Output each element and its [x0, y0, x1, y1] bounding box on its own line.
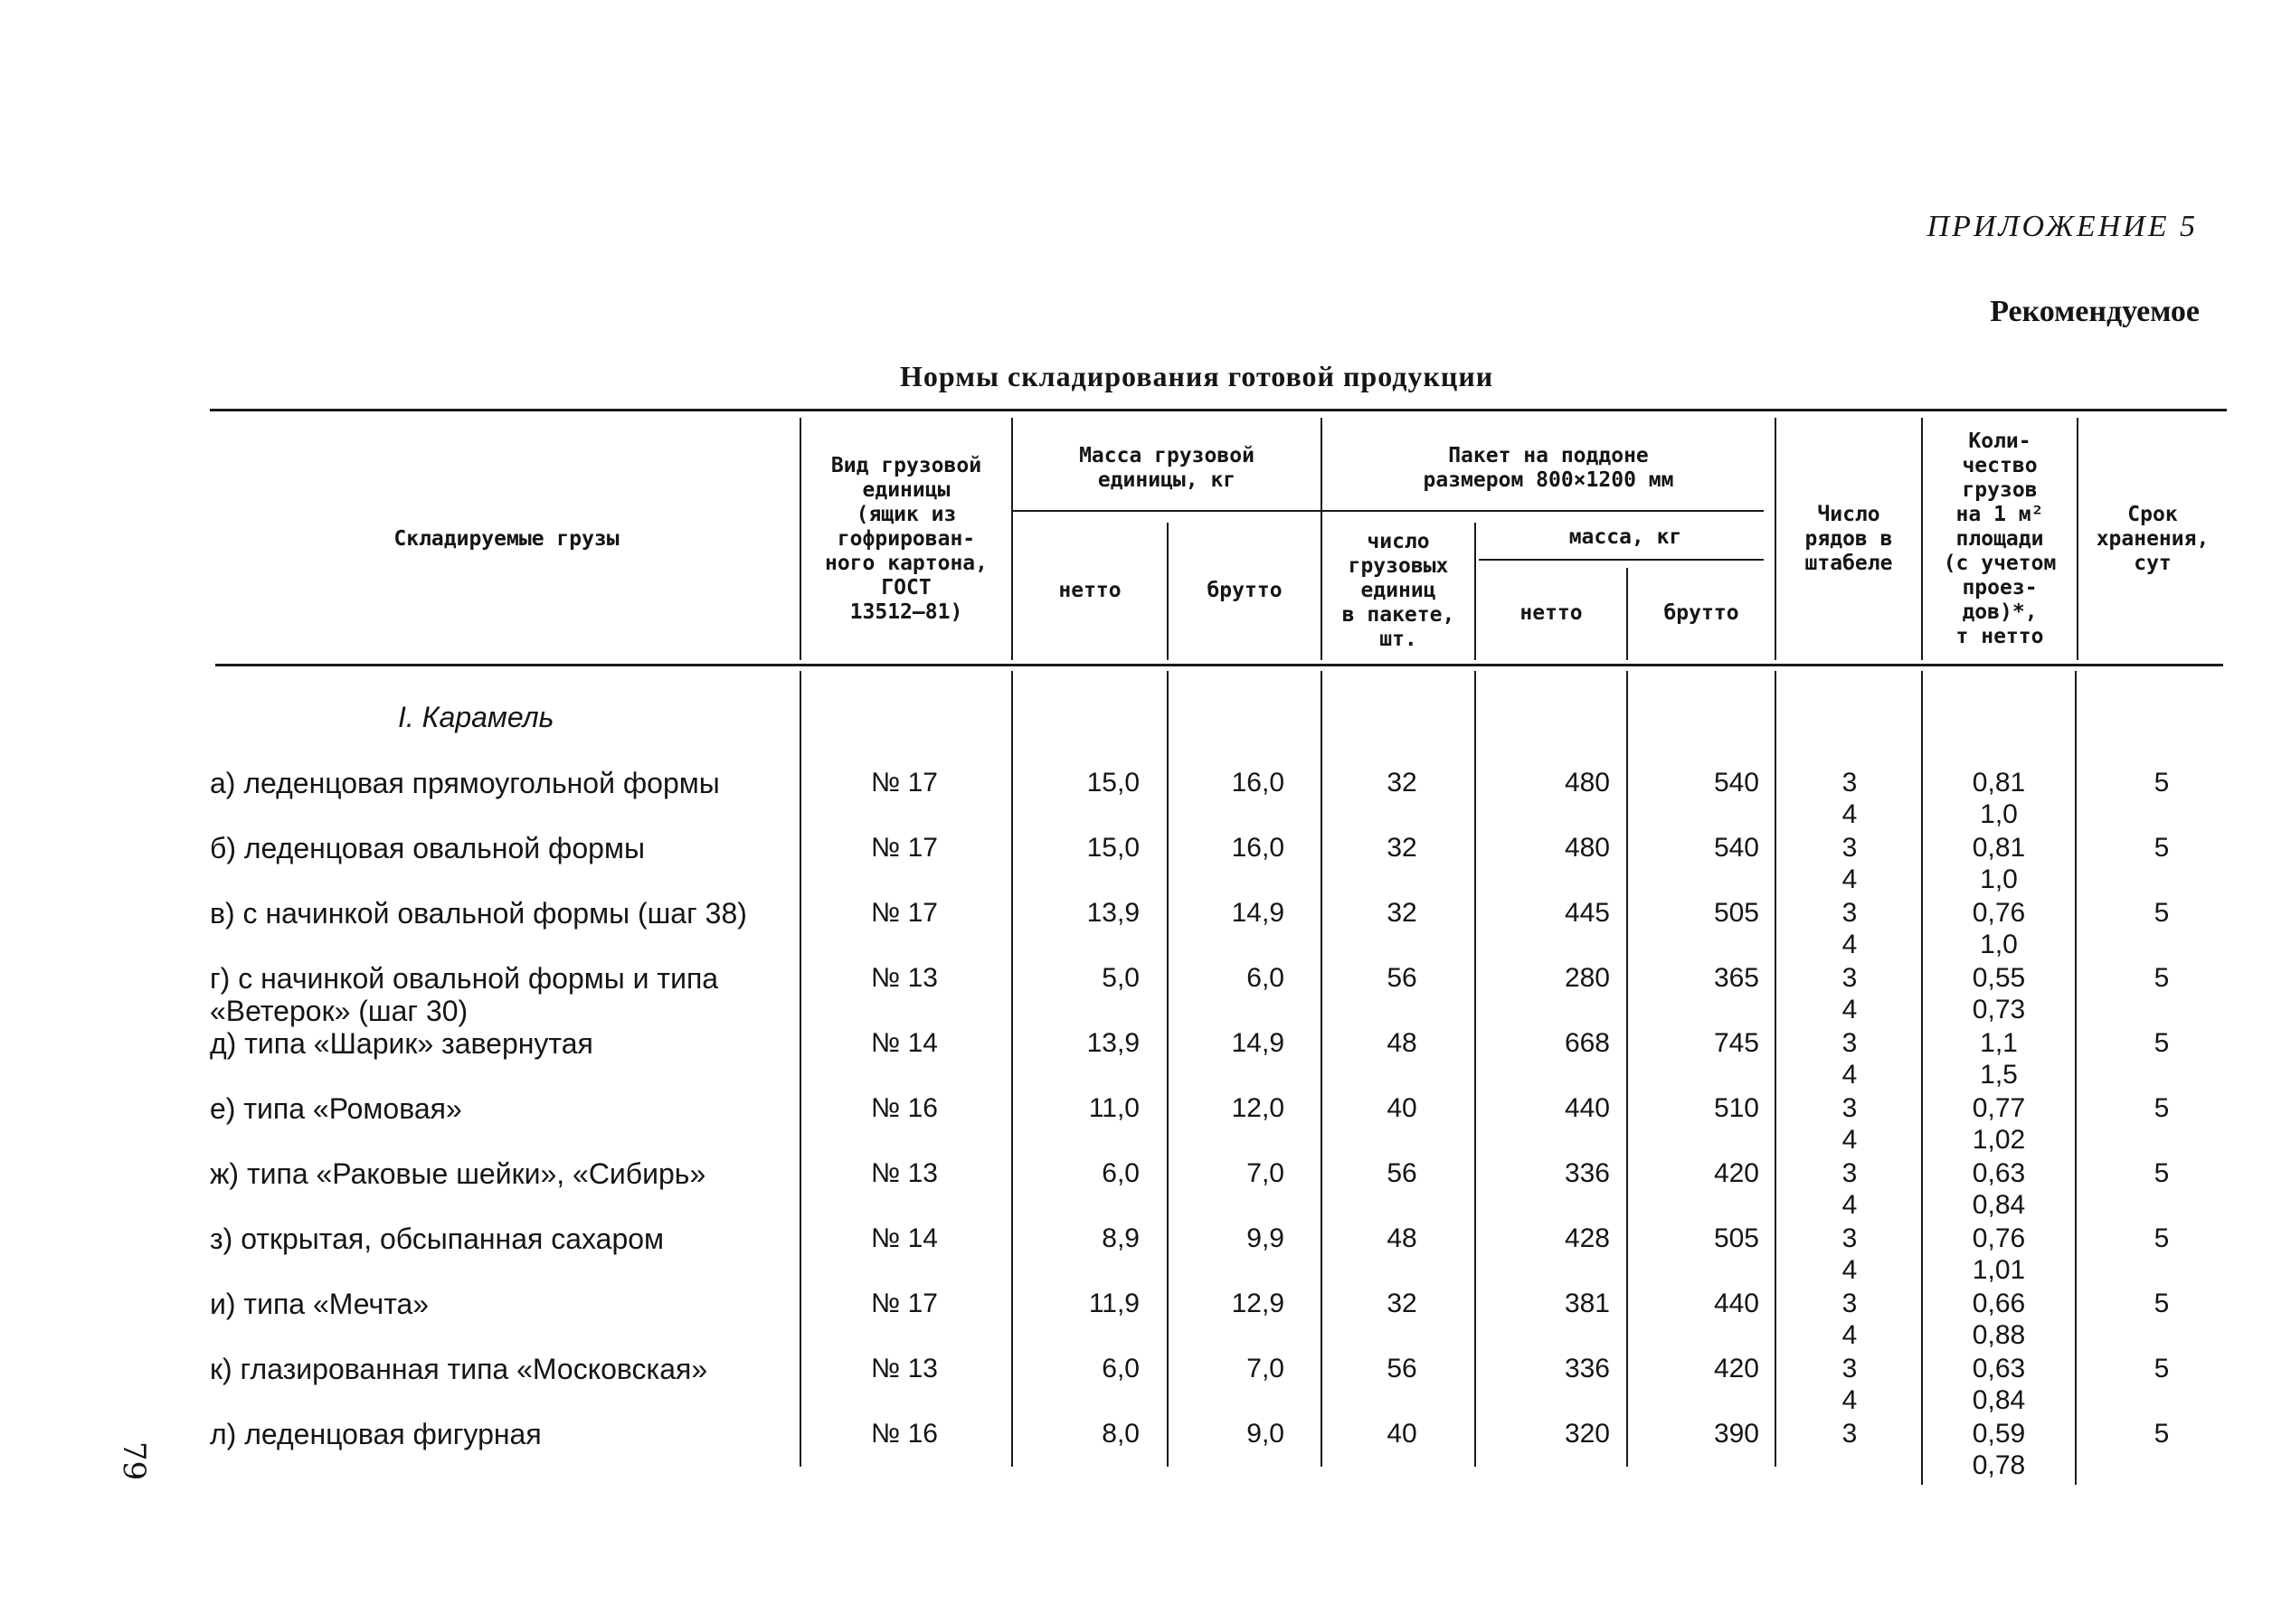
table-row — [0, 897, 2272, 960]
cell-pallet-net: 336 — [1564, 1158, 1610, 1188]
cell-quantity: 0,73 — [1972, 995, 2026, 1024]
cell-units-count: 40 — [1387, 1419, 1417, 1449]
cell-storage-days: 5 — [2154, 768, 2170, 798]
cell-pallet-gross: 440 — [1713, 1289, 1759, 1318]
cell-net: 15,0 — [1086, 768, 1140, 798]
cell-quantity: 0,63 — [1972, 1158, 2026, 1188]
header-storage: Срок хранения, сут — [2096, 502, 2210, 575]
cell-quantity: 0,84 — [1972, 1190, 2026, 1220]
cell-pallet-gross: 505 — [1713, 898, 1759, 928]
col-divider — [2077, 418, 2078, 660]
cell-storage-days: 5 — [2154, 963, 2170, 993]
table-row — [0, 1353, 2272, 1416]
cell-unit-type: № 13 — [871, 1354, 938, 1383]
cell-stack-rows: 3 — [1841, 768, 1858, 798]
col-divider — [1921, 418, 1923, 660]
cell-stack-rows: 4 — [1841, 1125, 1858, 1155]
cell-pallet-net: 445 — [1564, 898, 1610, 928]
cell-unit-type: № 17 — [871, 833, 938, 863]
table-row — [0, 1288, 2272, 1351]
cell-quantity: 1,5 — [1980, 1060, 2018, 1090]
header-units-count: число грузовых единиц в пакете, шт. — [1341, 529, 1455, 651]
cell-units-count: 32 — [1387, 898, 1417, 928]
row-name: д) типа «Шарик» завернутая — [210, 1027, 593, 1060]
row-name: е) типа «Ромовая» — [210, 1092, 462, 1125]
cell-units-count: 56 — [1387, 1158, 1417, 1188]
cell-quantity: 0,88 — [1972, 1320, 2026, 1350]
cell-unit-type: № 16 — [871, 1093, 938, 1123]
cell-storage-days: 5 — [2154, 898, 2170, 928]
cell-storage-days: 5 — [2154, 833, 2170, 863]
cell-unit-type: № 13 — [871, 963, 938, 993]
row-name: г) с начинкой овальной формы и типа «Ветерок» (шаг 30) — [210, 962, 719, 1027]
col-divider — [1321, 418, 1322, 660]
cell-pallet-gross: 420 — [1713, 1158, 1759, 1188]
cell-stack-rows: 3 — [1841, 1354, 1858, 1383]
cell-units-count: 40 — [1387, 1093, 1417, 1123]
cell-quantity: 1,02 — [1972, 1125, 2026, 1155]
cell-stack-rows: 4 — [1841, 1320, 1858, 1350]
cell-units-count: 32 — [1387, 768, 1417, 798]
header-quantity: Коли- чество грузов на 1 м² площади (с учетом проез- дов)*, т нетто — [1943, 429, 2057, 648]
cell-stack-rows: 3 — [1841, 1289, 1858, 1318]
col-divider — [1167, 523, 1169, 660]
cell-pallet-net: 480 — [1564, 833, 1610, 863]
cell-pallet-gross: 510 — [1713, 1093, 1759, 1123]
recommended-label: Рекомендуемое — [1990, 295, 2200, 328]
cell-storage-days: 5 — [2154, 1354, 2170, 1383]
table-top-rule — [210, 409, 2227, 411]
cell-stack-rows: 3 — [1841, 1223, 1858, 1253]
cell-stack-rows: 4 — [1841, 1190, 1858, 1220]
cell-unit-type: № 14 — [871, 1028, 938, 1058]
row-name: в) с начинкой овальной формы (шаг 38) — [210, 897, 747, 930]
cell-gross: 7,0 — [1246, 1158, 1284, 1188]
cell-pallet-gross: 365 — [1713, 963, 1759, 993]
cell-stack-rows: 3 — [1841, 1028, 1858, 1058]
cell-net: 6,0 — [1102, 1354, 1140, 1383]
cell-stack-rows: 4 — [1841, 799, 1858, 829]
table-row — [0, 1027, 2272, 1091]
col-divider — [1011, 418, 1013, 660]
cell-quantity: 1,1 — [1980, 1028, 2018, 1058]
cell-quantity: 0,84 — [1972, 1385, 2026, 1415]
cell-net: 11,9 — [1088, 1289, 1140, 1318]
cell-stack-rows: 4 — [1841, 1060, 1858, 1090]
mass-group-rule — [1013, 510, 1321, 512]
cell-net: 8,0 — [1102, 1419, 1140, 1449]
cell-quantity: 0,76 — [1972, 898, 2026, 928]
row-name: з) открытая, обсыпанная сахаром — [210, 1223, 665, 1255]
header-unit-type: Вид грузовой единицы (ящик из гофрирован- ного картона, ГОСТ 13512—81) — [824, 453, 988, 624]
cell-pallet-net: 320 — [1564, 1419, 1610, 1449]
cell-quantity: 0,77 — [1972, 1093, 2026, 1123]
cell-pallet-net: 336 — [1564, 1354, 1610, 1383]
cell-unit-type: № 17 — [871, 1289, 938, 1318]
cell-storage-days: 5 — [2154, 1093, 2170, 1123]
header-pallet-gross: брутто — [1663, 600, 1739, 625]
cell-net: 15,0 — [1086, 833, 1140, 863]
header-net: нетто — [1058, 578, 1122, 602]
row-name: л) леденцовая фигурная — [210, 1418, 542, 1450]
cell-stack-rows: 4 — [1841, 864, 1858, 894]
cell-stack-rows: 4 — [1841, 995, 1858, 1024]
cell-quantity: 0,76 — [1972, 1223, 2026, 1253]
pallet-group-rule — [1321, 510, 1764, 512]
cell-unit-type: № 16 — [871, 1419, 938, 1449]
cell-units-count: 56 — [1387, 1354, 1417, 1383]
cell-gross: 12,9 — [1231, 1289, 1284, 1318]
cell-net: 13,9 — [1086, 898, 1140, 928]
cell-unit-type: № 17 — [871, 898, 938, 928]
cell-storage-days: 5 — [2154, 1158, 2170, 1188]
cell-quantity: 1,01 — [1972, 1255, 2026, 1285]
cell-quantity: 0,66 — [1972, 1289, 2026, 1318]
cell-pallet-gross: 505 — [1713, 1223, 1759, 1253]
pallet-mass-rule — [1479, 559, 1764, 561]
cell-storage-days: 5 — [2154, 1028, 2170, 1058]
cell-pallet-net: 428 — [1564, 1223, 1610, 1253]
cell-pallet-gross: 420 — [1713, 1354, 1759, 1383]
header-goods: Складируемые грузы — [393, 526, 620, 551]
cell-gross: 7,0 — [1246, 1354, 1284, 1383]
row-name: и) типа «Мечта» — [210, 1288, 430, 1320]
cell-quantity: 1,0 — [1980, 864, 2018, 894]
cell-net: 6,0 — [1102, 1158, 1140, 1188]
appendix-label: ПРИЛОЖЕНИЕ 5 — [1926, 210, 2198, 243]
cell-storage-days: 5 — [2154, 1419, 2170, 1449]
row-name: ж) типа «Раковые шейки», «Сибирь» — [210, 1157, 706, 1190]
cell-quantity: 0,81 — [1972, 833, 2026, 863]
col-divider — [1775, 418, 1776, 660]
cell-pallet-gross: 540 — [1713, 768, 1759, 798]
cell-pallet-net: 668 — [1564, 1028, 1610, 1058]
cell-gross: 6,0 — [1246, 963, 1284, 993]
header-stack-rows: Число рядов в штабеле — [1804, 502, 1893, 575]
cell-unit-type: № 14 — [871, 1223, 938, 1253]
cell-net: 5,0 — [1102, 963, 1140, 993]
cell-quantity: 0,81 — [1972, 768, 2026, 798]
header-mass-kg: масса, кг — [1568, 524, 1682, 549]
cell-quantity: 0,78 — [1972, 1450, 2026, 1480]
cell-gross: 16,0 — [1231, 833, 1284, 863]
cell-storage-days: 5 — [2154, 1223, 2170, 1253]
cell-gross: 9,9 — [1246, 1223, 1284, 1253]
cell-quantity: 0,59 — [1972, 1419, 2026, 1449]
header-pallet-net: нетто — [1519, 600, 1583, 625]
cell-stack-rows: 4 — [1841, 1385, 1858, 1415]
cell-gross: 14,9 — [1231, 898, 1284, 928]
header-unit-mass: Масса грузовой единицы, кг — [1079, 444, 1254, 492]
table-row — [0, 1223, 2272, 1286]
cell-pallet-gross: 540 — [1713, 833, 1759, 863]
cell-unit-type: № 17 — [871, 768, 938, 798]
cell-stack-rows: 3 — [1841, 963, 1858, 993]
cell-stack-rows: 3 — [1841, 1158, 1858, 1188]
cell-pallet-gross: 745 — [1713, 1028, 1759, 1058]
header-gross: брутто — [1207, 578, 1283, 602]
page-number: 79 — [116, 1441, 152, 1481]
col-divider — [1474, 523, 1476, 660]
cell-units-count: 48 — [1387, 1028, 1417, 1058]
cell-gross: 12,0 — [1231, 1093, 1284, 1123]
cell-pallet-net: 381 — [1564, 1289, 1610, 1318]
cell-stack-rows: 3 — [1841, 898, 1858, 928]
cell-units-count: 56 — [1387, 963, 1417, 993]
cell-pallet-net: 480 — [1564, 768, 1610, 798]
cell-quantity: 0,63 — [1972, 1354, 2026, 1383]
cell-pallet-net: 440 — [1564, 1093, 1610, 1123]
table-row — [0, 832, 2272, 895]
table-row — [0, 1157, 2272, 1221]
cell-storage-days: 5 — [2154, 1289, 2170, 1318]
cell-quantity: 1,0 — [1980, 930, 2018, 959]
cell-pallet-net: 280 — [1564, 963, 1610, 993]
header-bottom-rule — [215, 664, 2223, 666]
cell-quantity: 0,55 — [1972, 963, 2026, 993]
cell-net: 11,0 — [1088, 1093, 1140, 1123]
cell-gross: 14,9 — [1231, 1028, 1284, 1058]
section-heading: I. Карамель — [398, 701, 554, 733]
cell-units-count: 32 — [1387, 1289, 1417, 1318]
cell-pallet-gross: 390 — [1713, 1419, 1759, 1449]
table-row — [0, 1092, 2272, 1156]
table-row — [0, 1418, 2272, 1481]
table-row — [0, 962, 2272, 1025]
cell-units-count: 48 — [1387, 1223, 1417, 1253]
col-divider — [800, 418, 801, 660]
row-name: б) леденцовая овальной формы — [210, 832, 645, 864]
row-name: к) глазированная типа «Московская» — [210, 1353, 708, 1385]
cell-units-count: 32 — [1387, 833, 1417, 863]
cell-stack-rows: 3 — [1841, 833, 1858, 863]
col-divider — [1626, 568, 1628, 660]
row-name: а) леденцовая прямоугольной формы — [210, 767, 720, 799]
cell-stack-rows: 3 — [1841, 1419, 1858, 1449]
cell-gross: 9,0 — [1246, 1419, 1284, 1449]
cell-stack-rows: 3 — [1841, 1093, 1858, 1123]
cell-quantity: 1,0 — [1980, 799, 2018, 829]
table-title: Нормы складирования готовой продукции — [900, 360, 1494, 392]
cell-unit-type: № 13 — [871, 1158, 938, 1188]
table-row — [0, 767, 2272, 830]
cell-stack-rows: 4 — [1841, 1255, 1858, 1285]
cell-net: 13,9 — [1086, 1028, 1140, 1058]
header-pallet: Пакет на поддоне размером 800×1200 мм — [1423, 444, 1674, 492]
cell-net: 8,9 — [1102, 1223, 1140, 1253]
cell-stack-rows: 4 — [1841, 930, 1858, 959]
cell-gross: 16,0 — [1231, 768, 1284, 798]
